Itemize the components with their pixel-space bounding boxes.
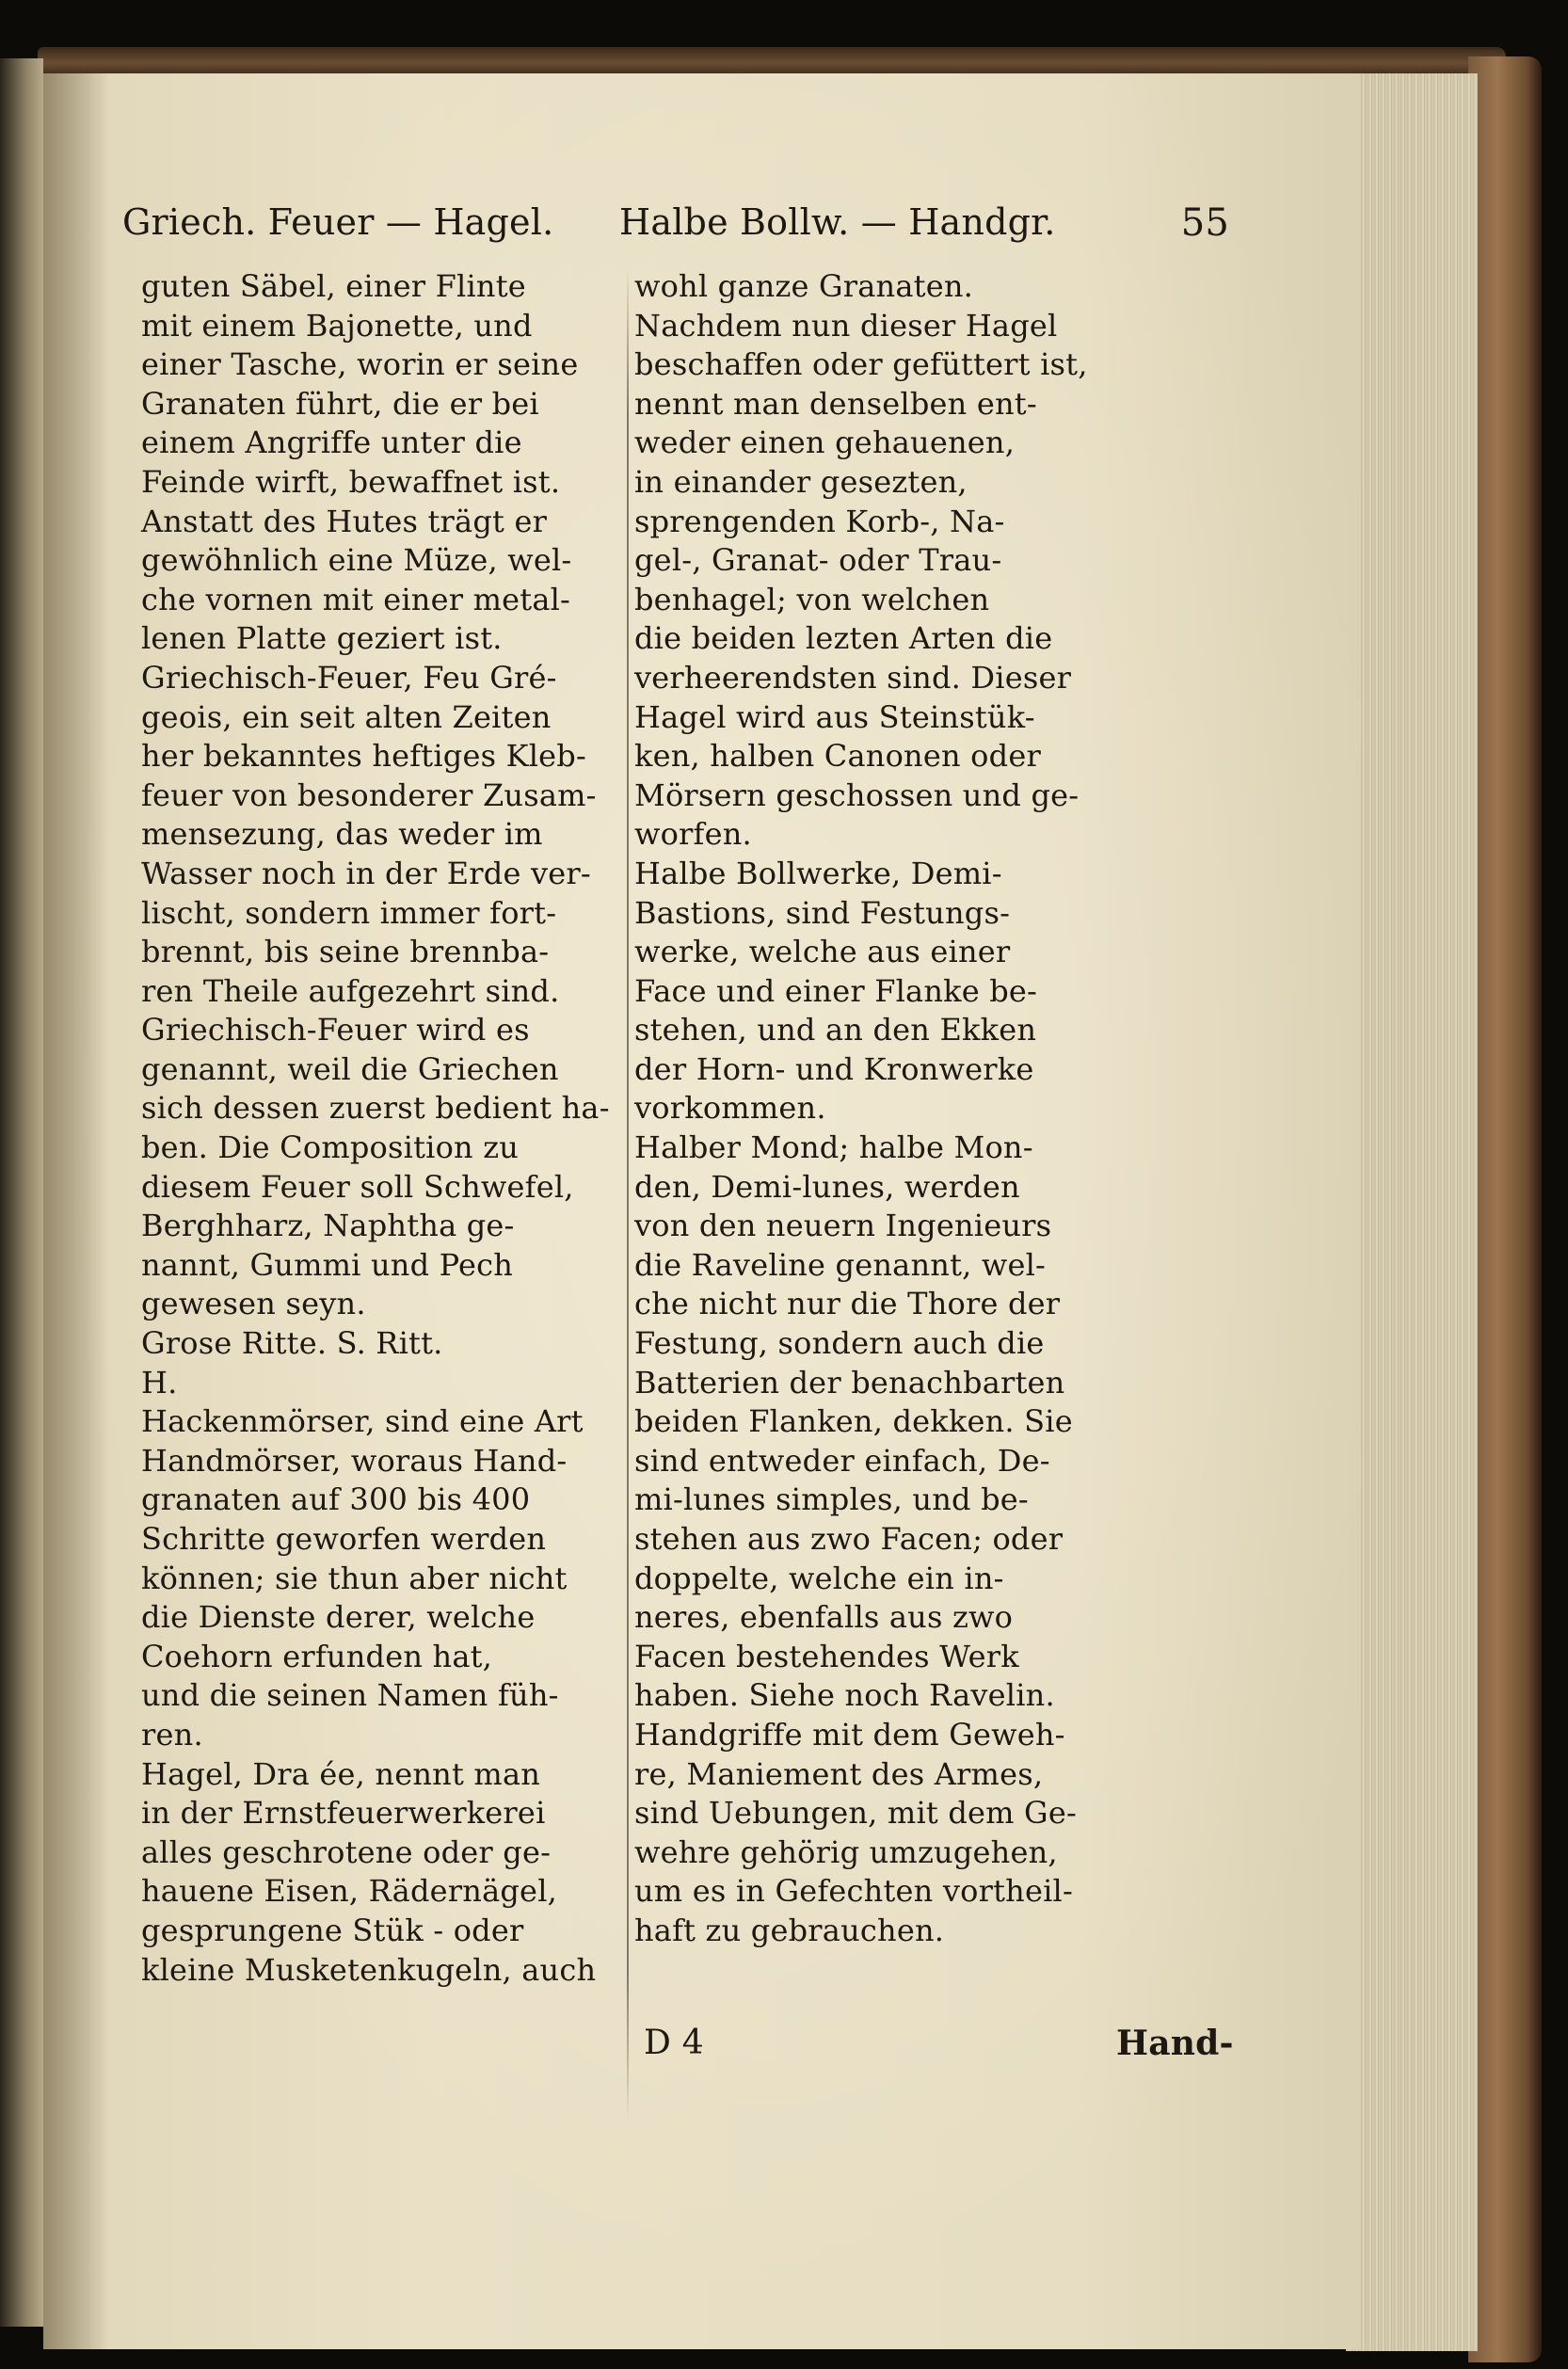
text-line: mi-lunes simples, und be-	[634, 1481, 1029, 1518]
text-line: re, Maniement des Armes,	[634, 1755, 1044, 1792]
text-line: vorkommen.	[634, 1090, 826, 1127]
book-cover-right-edge	[1468, 56, 1542, 2362]
text-line: Bastions, sind Festungs-	[634, 894, 1011, 931]
text-line: Grose Ritte. S. Ritt.	[141, 1325, 443, 1362]
text-line: Nachdem nun dieser Hagel	[634, 307, 1058, 344]
text-line: diesem Feuer soll Schwefel,	[141, 1168, 574, 1205]
text-line: Anstatt des Hutes trägt er	[141, 503, 548, 539]
text-line: Schritte geworfen werden	[141, 1521, 547, 1557]
text-line: her bekanntes heftiges Kleb-	[141, 738, 586, 775]
text-line: Face und einer Flanke be-	[634, 972, 1038, 1009]
text-line: verheerendsten sind. Dieser	[634, 659, 1072, 696]
text-line: che vornen mit einer metal-	[141, 581, 571, 617]
text-line: nennt man denselben ent-	[634, 385, 1037, 422]
text-line: Festung, sondern auch die	[634, 1325, 1045, 1362]
header-left: Griech. Feuer — Hagel.	[122, 201, 554, 243]
text-line: hauene Eisen, Rädernägel,	[141, 1873, 557, 1910]
text-line: einer Tasche, worin er seine	[141, 346, 579, 383]
text-line: sprengenden Korb-, Na-	[634, 503, 1005, 539]
text-line: gesprungene Stük - oder	[141, 1912, 524, 1948]
text-line: che nicht nur die Thore der	[634, 1286, 1061, 1322]
text-line: neres, ebenfalls aus zwo	[634, 1599, 1014, 1636]
text-line: haft zu gebrauchen.	[634, 1912, 945, 1948]
text-line: die Dienste derer, welche	[141, 1599, 536, 1636]
header-right: Halbe Bollw. — Handgr.	[619, 201, 1056, 243]
text-line: in der Ernstfeuerwerkerei	[141, 1795, 546, 1832]
text-line: H.	[141, 1364, 178, 1401]
text-line: werke, welche aus einer	[634, 934, 1011, 970]
text-line: Wasser noch in der Erde ver-	[141, 855, 591, 891]
text-line: wohl ganze Granaten.	[634, 268, 974, 304]
text-line: von den neuern Ingenieurs	[634, 1208, 1052, 1244]
text-line: weder einen gehauenen,	[634, 424, 1016, 461]
text-line: um es in Gefechten vortheil-	[634, 1873, 1073, 1910]
left-page-edge	[0, 58, 43, 2327]
text-line: stehen, und an den Ekken	[634, 1012, 1037, 1048]
text-line: beiden Flanken, dekken. Sie	[634, 1403, 1073, 1440]
text-line: sich dessen zuerst bedient ha-	[141, 1090, 610, 1127]
text-line: wehre gehörig umzugehen,	[634, 1833, 1058, 1870]
running-header	[122, 201, 1229, 258]
text-line: der Horn- und Kronwerke	[634, 1050, 1034, 1087]
text-line: ren Theile aufgezehrt sind.	[141, 972, 560, 1009]
text-line: Halber Mond; halbe Mon-	[634, 1129, 1033, 1166]
text-line: gel-, Granat- oder Trau-	[634, 542, 1002, 579]
text-line: geois, ein seit alten Zeiten	[141, 698, 552, 735]
text-line: und die seinen Namen füh-	[141, 1677, 559, 1714]
page-block-edges	[1346, 73, 1478, 2351]
text-line: ren.	[141, 1716, 203, 1753]
left-column	[141, 267, 649, 1990]
text-line: Griechisch-Feuer, Feu Gré-	[141, 659, 557, 696]
text-line: lischt, sondern immer fort-	[141, 894, 557, 931]
text-line: Handmörser, woraus Hand-	[141, 1442, 568, 1479]
text-line: Griechisch-Feuer wird es	[141, 1012, 530, 1048]
text-line: Halbe Bollwerke, Demi-	[634, 855, 1002, 891]
text-line: Hagel wird aus Steinstük-	[634, 698, 1035, 735]
signature-mark: D 4	[644, 2024, 704, 2062]
text-line: kleine Musketenkugeln, auch	[141, 1951, 597, 1988]
text-line: Hackenmörser, sind eine Art	[141, 1403, 584, 1440]
text-line: ken, halben Canonen oder	[634, 738, 1041, 775]
text-line: worfen.	[634, 816, 752, 853]
text-line: Handgriffe mit dem Geweh-	[634, 1716, 1065, 1753]
text-line: ben. Die Composition zu	[141, 1129, 520, 1166]
text-line: genannt, weil die Griechen	[141, 1050, 559, 1087]
text-line: Feinde wirft, bewaffnet ist.	[141, 463, 561, 500]
text-line: Coehorn erfunden hat,	[141, 1638, 493, 1674]
page-number: 55	[1180, 201, 1229, 245]
text-line: mit einem Bajonette, und	[141, 307, 533, 344]
text-line: beschaffen oder gefüttert ist,	[634, 346, 1088, 383]
catchword: Hand-	[1116, 2024, 1234, 2063]
right-column	[634, 267, 1171, 1951]
text-line: alles geschrotene oder ge-	[141, 1833, 552, 1870]
text-line: Hagel, Dra ée, nennt man	[141, 1755, 541, 1792]
text-line: einem Angriffe unter die	[141, 424, 522, 461]
text-line: guten Säbel, einer Flinte	[141, 268, 526, 304]
text-line: stehen aus zwo Facen; oder	[634, 1521, 1064, 1557]
text-line: die beiden lezten Arten die	[634, 620, 1053, 657]
text-line: benhagel; von welchen	[634, 581, 990, 617]
text-line: den, Demi-lunes, werden	[634, 1168, 1020, 1205]
text-line: können; sie thun aber nicht	[141, 1560, 568, 1596]
page-footer	[43, 2024, 1361, 2071]
text-line: sind entweder einfach, De-	[634, 1442, 1050, 1479]
text-line: Facen bestehendes Werk	[634, 1638, 1019, 1674]
text-line: in einander gesezten,	[634, 463, 968, 500]
text-line: brennt, bis seine brennba-	[141, 934, 550, 970]
text-line: mensezung, das weder im	[141, 816, 543, 853]
text-line: Mörsern geschossen und ge-	[634, 776, 1080, 813]
text-line: Batterien der benachbarten	[634, 1364, 1065, 1401]
text-line: gewesen seyn.	[141, 1286, 366, 1322]
text-line: gewöhnlich eine Müze, wel-	[141, 542, 572, 579]
book-page	[43, 73, 1361, 2349]
page-gutter-shadow	[43, 73, 109, 2349]
text-line: Granaten führt, die er bei	[141, 385, 539, 422]
text-line: granaten auf 300 bis 400	[141, 1481, 531, 1518]
text-line: die Raveline genannt, wel-	[634, 1246, 1047, 1283]
text-line: nannt, Gummi und Pech	[141, 1246, 514, 1283]
text-line: sind Uebungen, mit dem Ge-	[634, 1795, 1077, 1832]
text-line: feuer von besonderer Zusam-	[141, 776, 597, 813]
text-line: lenen Platte geziert ist.	[141, 620, 503, 657]
text-line: doppelte, welche ein in-	[634, 1560, 1004, 1596]
text-line: haben. Siehe noch Ravelin.	[634, 1677, 1055, 1714]
text-line: Berghharz, Naphtha ge-	[141, 1208, 515, 1244]
